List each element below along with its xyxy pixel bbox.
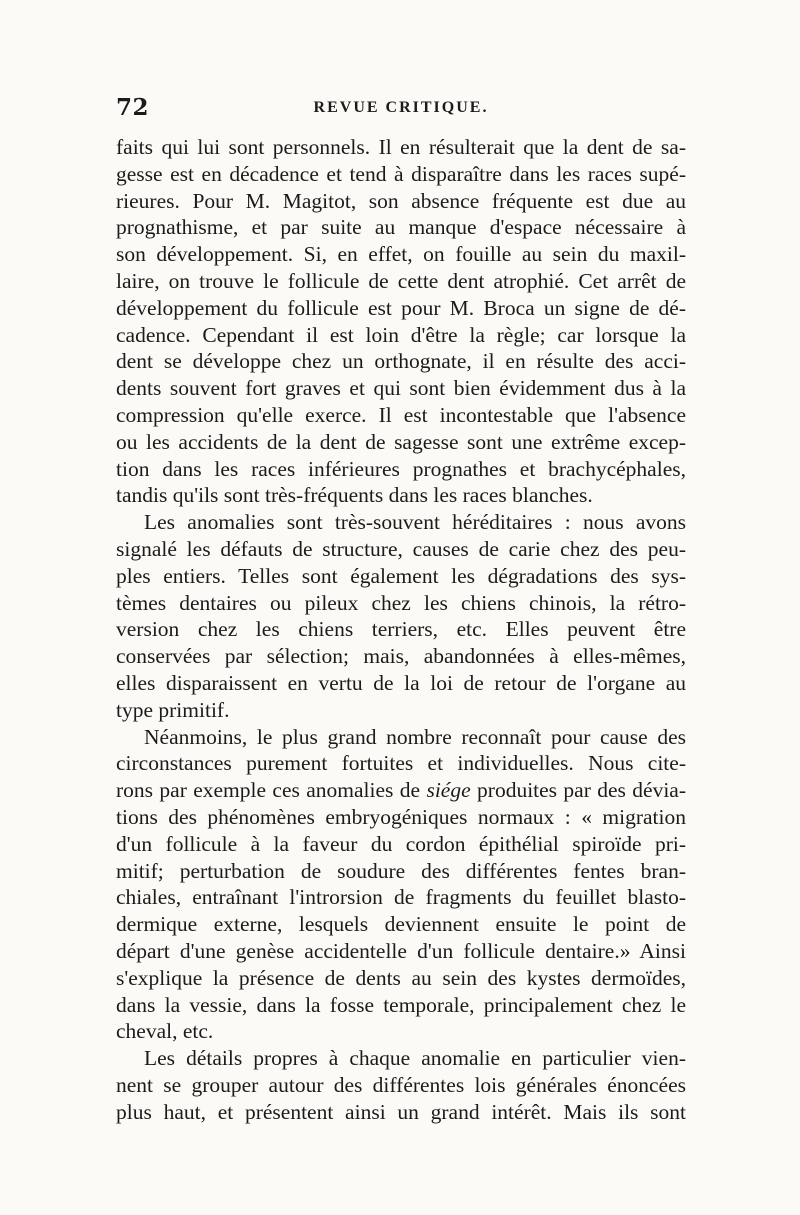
text-line: faits qui lui sont personnels. Il en résulterait que la dent de sa- bbox=[116, 135, 686, 159]
text-line: dermique externe, lesquels deviennent ensuite le point de bbox=[116, 912, 686, 937]
text-line: tions des phénomènes embryogéniques normaux : « migration bbox=[116, 804, 686, 829]
text-line: circonstances purement fortuites et individuelles. Nous cite- bbox=[116, 751, 686, 776]
text-line: nent se grouper autour des différentes lois générales énoncées bbox=[116, 1072, 686, 1097]
text-line: plus haut, et présentent ainsi un grand intérêt. Mais ils sont bbox=[116, 1099, 686, 1124]
text-line: chiales, entraînant l'introrsion de fragments du feuillet blasto- bbox=[116, 885, 686, 910]
text-line: dent se développe chez un orthognate, il en résulte des acci- bbox=[116, 349, 686, 374]
page-header bbox=[116, 94, 686, 124]
page-number: 72 bbox=[116, 94, 150, 121]
paragraph-1 bbox=[116, 134, 686, 509]
text-line: type primitif. bbox=[116, 697, 230, 722]
paragraph-2 bbox=[116, 509, 686, 723]
running-head: REVUE CRITIQUE. bbox=[313, 99, 489, 116]
text-line: dans la vessie, dans la fosse temporale, principalement chez le bbox=[116, 992, 686, 1017]
paragraph-4 bbox=[116, 1045, 686, 1125]
italic-word: siége bbox=[426, 778, 471, 803]
text-line: gesse est en décadence et tend à disparaître dans les races supé- bbox=[116, 161, 686, 186]
text-line-with-italic bbox=[116, 777, 686, 804]
text-line: d'un follicule à la faveur du cordon épithélial spiroïde pri- bbox=[116, 831, 686, 856]
text-line: tèmes dentaires ou pileux chez les chiens chinois, la rétro- bbox=[116, 590, 686, 615]
text-line: cadence. Cependant il est loin d'être la règle; car lorsque la bbox=[116, 322, 686, 347]
paragraph-3 bbox=[116, 724, 686, 1046]
text-line: ples entiers. Telles sont également les dégradations des sys- bbox=[116, 563, 686, 588]
text-line: son développement. Si, en effet, on fouille au sein du maxil- bbox=[116, 242, 686, 267]
text-line: mitif; perturbation de soudure des différentes fentes bran- bbox=[116, 858, 686, 883]
text-line: rieures. Pour M. Magitot, son absence fréquente est due au bbox=[116, 188, 686, 213]
text-line: Les anomalies sont très-souvent héréditaires : nous avons bbox=[144, 510, 686, 535]
text-line: conservées par sélection; mais, abandonnées à elles-mêmes, bbox=[116, 644, 686, 669]
text-line: départ d'une genèse accidentelle d'un follicule dentaire.» Ainsi bbox=[116, 938, 686, 963]
text-line: Les détails propres à chaque anomalie en particulier vien- bbox=[144, 1046, 686, 1071]
text-line: elles disparaissent en vertu de la loi de retour de l'organe au bbox=[116, 670, 686, 695]
text-line: signalé les défauts de structure, causes de carie chez des peu- bbox=[116, 536, 686, 561]
text-segment: rons par exemple ces anomalies de bbox=[116, 778, 427, 803]
text-line: cheval, etc. bbox=[116, 1019, 214, 1044]
text-line: Néanmoins, le plus grand nombre reconnaît pour cause des bbox=[144, 724, 686, 749]
text-line: développement du follicule est pour M. Broca un signe de dé- bbox=[116, 295, 686, 320]
text-line: s'explique la présence de dents au sein des kystes dermoïdes, bbox=[116, 965, 686, 990]
text-line: prognathisme, et par suite au manque d'espace nécessaire à bbox=[116, 215, 686, 240]
text-line: dents souvent fort graves et qui sont bien évidemment dus à la bbox=[116, 376, 686, 401]
text-line: tandis qu'ils sont très-fréquents dans les races blanches. bbox=[116, 483, 593, 508]
text-line: laire, on trouve le follicule de cette dent atrophié. Cet arrêt de bbox=[116, 268, 686, 293]
text-line: version chez les chiens terriers, etc. Elles peuvent être bbox=[116, 617, 686, 642]
text-line: compression qu'elle exerce. Il est incontestable que l'absence bbox=[116, 402, 686, 427]
text-line: ou les accidents de la dent de sagesse sont une extrême excep- bbox=[116, 429, 686, 454]
body-text bbox=[116, 134, 686, 1125]
text-line: tion dans les races inférieures prognathes et brachycéphales, bbox=[116, 456, 686, 481]
text-segment: produites par des dévia- bbox=[470, 778, 686, 803]
